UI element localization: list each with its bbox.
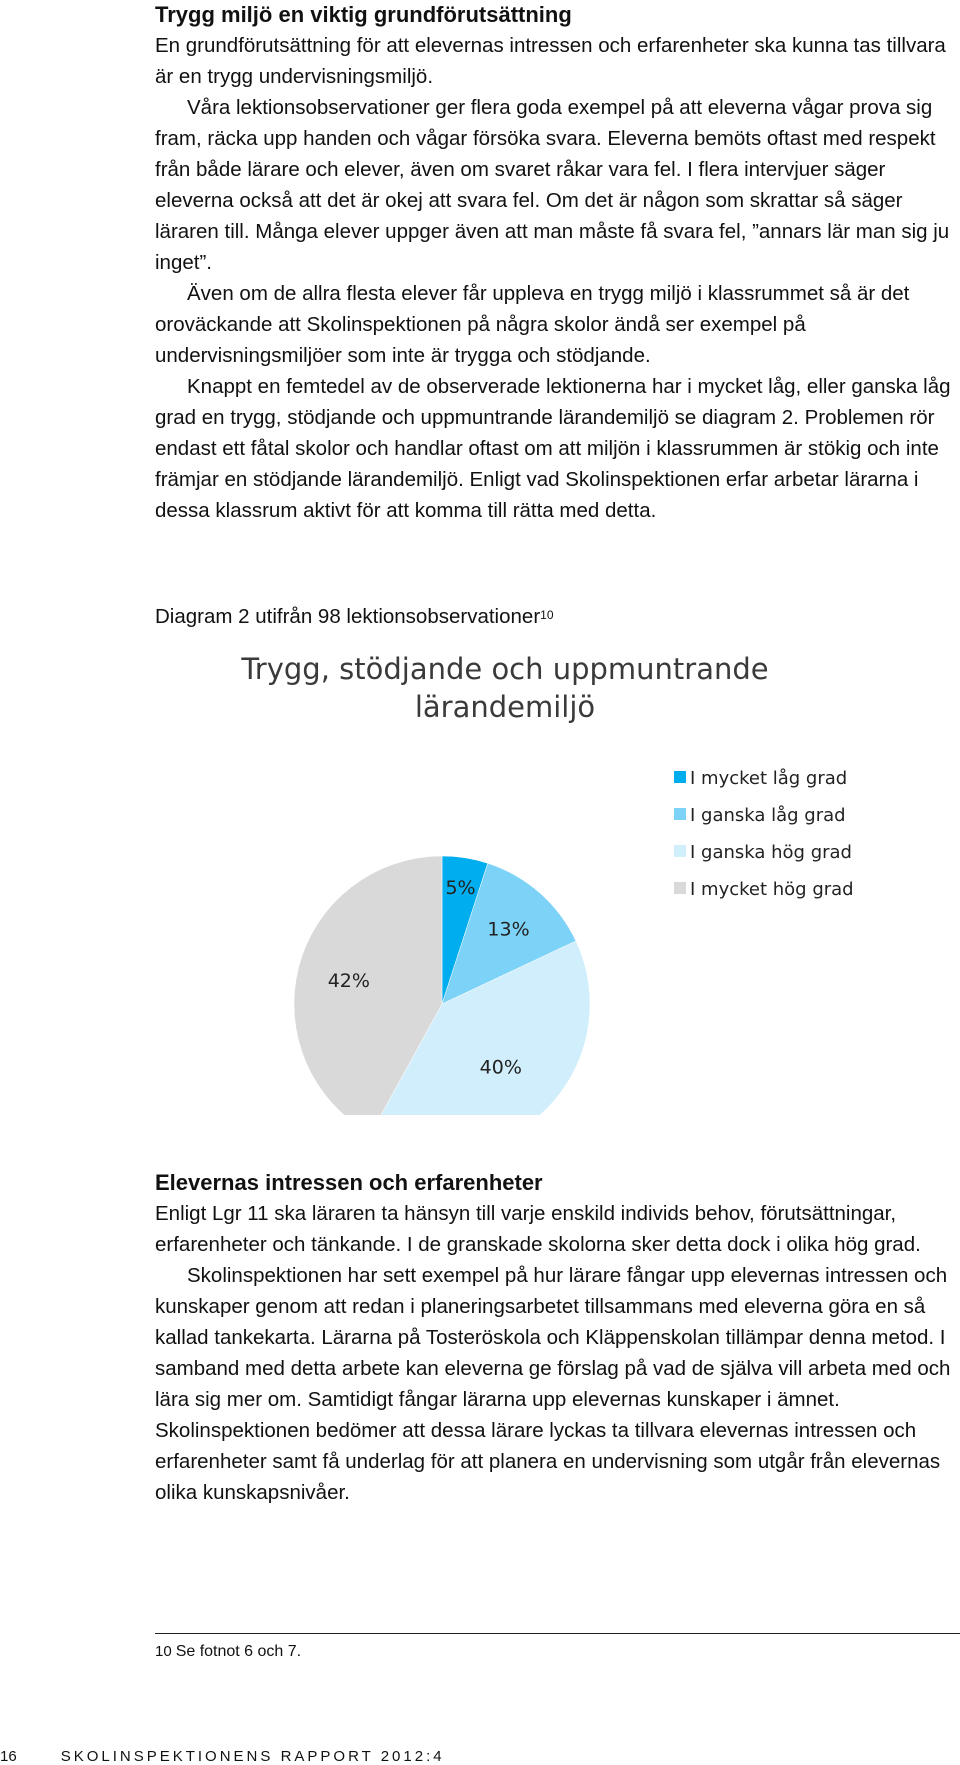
paragraph: Även om de allra flesta elever får uppleva en trygg miljö i klassrummet så är det oroväckande att Skolinspektionen på några skolor ändå ser exempel på undervisningsmiljöer som inte är trygga och stödjande. — [155, 282, 910, 367]
legend-swatch — [674, 771, 686, 783]
section-heading: Trygg miljö en viktig grundförutsättning — [155, 2, 572, 27]
slice-label: 40% — [479, 1056, 522, 1079]
legend-swatch — [674, 845, 686, 857]
legend-label: I ganska låg grad — [690, 805, 846, 826]
paragraph: En grundförutsättning för att elevernas intressen och erfarenheter ska kunna tas tillvara är en trygg undervisningsmiljö. — [155, 34, 946, 88]
page-number: 16 — [0, 1748, 17, 1765]
footnote-ref: 10 — [540, 608, 554, 622]
slice-label: 5% — [445, 877, 476, 900]
legend-label: I mycket låg grad — [690, 768, 848, 789]
chart-legend — [674, 768, 854, 900]
section-elevernas-intressen — [155, 1168, 955, 1508]
caption-text: Diagram 2 utifrån 98 lektionsobservationer — [155, 605, 541, 628]
paragraph: Enligt Lgr 11 ska läraren ta hänsyn till varje enskild individs behov, förutsättningar, erfarenheter och tänkande. I de granskade skolorna sker detta dock i olika hög grad. — [155, 1202, 921, 1256]
footnote — [155, 1638, 301, 1666]
paragraph: Knappt en femtedel av de observerade lektionerna har i mycket låg, eller ganska låg grad en trygg, stödjande och uppmuntrande lärandemiljö se diagram 2. Problemen rör endast ett fåtal skolor och handlar oftast om att miljön i klassrummen är stökig och inte främjar en stödjande lärandemiljö. Enligt vad Skolinspektionen erfar arbetar lärarna i dessa klassrum aktivt för att komma till rätta med detta. — [155, 375, 951, 522]
chart-title — [240, 652, 768, 724]
diagram-caption — [155, 602, 955, 632]
footnote-divider — [155, 1633, 960, 1634]
section-trygg-miljo — [155, 0, 955, 526]
footnote-number: 10 — [155, 1643, 172, 1660]
legend-label: I mycket hög grad — [690, 879, 854, 900]
footnote-text: Se fotnot 6 och 7. — [175, 1643, 302, 1660]
slice-label: 13% — [487, 918, 530, 941]
paragraph: Våra lektionsobservationer ger flera goda exempel på att eleverna vågar prova sig fram, räcka upp handen och vågar försöka svara. Eleverna bemöts oftast med respekt från både lärare och elever, även om svaret råkar vara fel. I flera intervjuer säger eleverna också att det är okej att svara fel. Om det är någon som skrattar så säger läraren till. Många elever uppger även att man måste få svara fel, ”annars lär man sig ju inget”. — [155, 96, 950, 274]
chart-title-line: Trygg, stödjande och uppmuntrande — [241, 652, 769, 686]
pie-chart — [150, 635, 960, 1115]
legend-label: I ganska hög grad — [690, 842, 852, 863]
report-title: SKOLINSPEKTIONENS RAPPORT 2012:4 — [60, 1748, 445, 1765]
section-heading: Elevernas intressen och erfarenheter — [155, 1170, 543, 1195]
legend-swatch — [674, 882, 686, 894]
chart-title-line: lärandemiljö — [414, 690, 596, 724]
legend-swatch — [674, 808, 686, 820]
slice-label: 42% — [327, 970, 370, 993]
paragraph: Skolinspektionen har sett exempel på hur lärare fångar upp elevernas intressen och kunskaper genom att redan i planeringsarbetet tillsammans med eleverna göra en så kallad tankekarta. Lärarna på Tosteröskola och Kläppenskolan tillämpar denna metod. I samband med detta arbete kan eleverna ge förslag på vad de själva vill arbeta med och lära sig mer om. Samtidigt fångar lärarna upp elevernas kunskaper i ämnet. Skolinspektionen bedömer att dessa lärare lyckas ta tillvara elevernas intressen och erfarenheter samt få underlag för att planera en undervisning som utgår från elevernas olika kunskapsnivåer. — [155, 1264, 951, 1504]
page-footer — [0, 1748, 445, 1765]
